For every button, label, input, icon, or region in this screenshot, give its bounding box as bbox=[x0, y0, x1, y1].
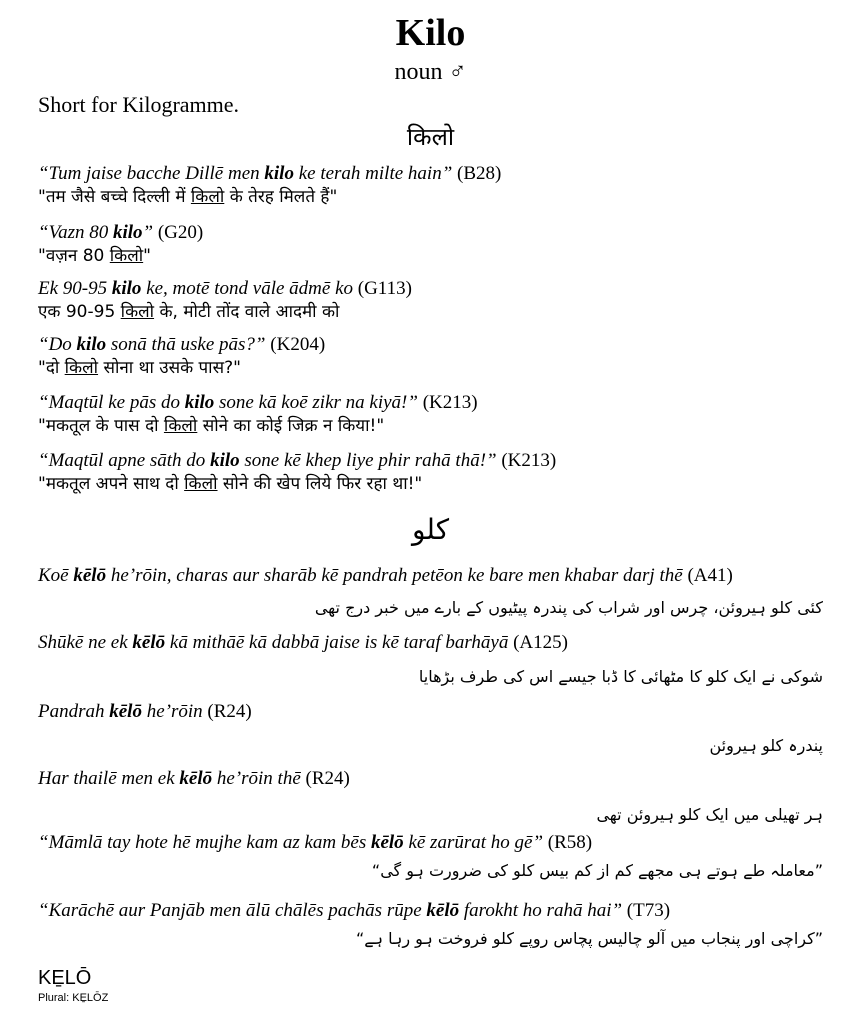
example-devanagari bbox=[38, 245, 151, 267]
example-transliteration bbox=[38, 831, 592, 854]
transliteration-text: “Tum jaise bacche Dillē men bbox=[38, 163, 265, 184]
example-devanagari bbox=[38, 473, 422, 495]
keyword: kēlō bbox=[109, 701, 142, 722]
example-transliteration bbox=[38, 564, 733, 587]
transliteration-text: “Maqtūl ke pās do bbox=[38, 392, 185, 413]
source-reference: (B28) bbox=[452, 163, 502, 184]
example-transliteration bbox=[38, 700, 252, 723]
source-reference: (R24) bbox=[300, 768, 350, 789]
devanagari-text: " bbox=[143, 246, 151, 266]
transliteration-text: Pandrah bbox=[38, 701, 110, 722]
source-reference: (K213) bbox=[496, 450, 557, 471]
example-urdu bbox=[596, 803, 823, 827]
transliteration-text: “Māmlā tay hote hē mujhe kam az kam bēs bbox=[38, 832, 371, 853]
source-reference: (G20) bbox=[153, 222, 204, 243]
definition: Short for Kilogramme. bbox=[38, 92, 240, 117]
devanagari-text: एक 90-95 bbox=[38, 302, 121, 322]
source-reference: (R58) bbox=[543, 832, 593, 853]
example-transliteration bbox=[38, 631, 568, 654]
keyword: kēlō bbox=[73, 565, 107, 586]
transliteration-text: ke, motē tond vāle ādmē ko bbox=[141, 278, 353, 299]
keyword: kilo bbox=[76, 334, 107, 355]
devanagari-text: "दो bbox=[38, 358, 65, 378]
urdu-text: کئی کلو ہیروئن، چرس اور شراب کی پندرہ پیٹیوں کے بارے میں خبر درج تھی bbox=[314, 598, 823, 617]
transliteration-text: sone kā koē zikr na kiyā!” bbox=[214, 392, 418, 413]
example-transliteration bbox=[38, 162, 501, 185]
source-reference: (R24) bbox=[202, 701, 252, 722]
headword-transliteration: KE̱LŌ bbox=[38, 967, 92, 989]
keyword: kēlō bbox=[179, 768, 213, 789]
example-transliteration bbox=[38, 221, 203, 244]
example-transliteration bbox=[38, 391, 478, 414]
example-devanagari bbox=[38, 186, 337, 208]
transliteration-text: sonā thā uske pās?” bbox=[106, 334, 266, 355]
transliteration-text: ” bbox=[142, 222, 154, 243]
source-reference: (K213) bbox=[417, 392, 478, 413]
transliteration-text: ke terah milte hain” bbox=[293, 163, 453, 184]
transliteration-text: “Do bbox=[38, 334, 77, 355]
keyword-devanagari: किलो bbox=[64, 358, 99, 378]
example-urdu bbox=[709, 734, 823, 758]
transliteration-text: Har thailē men ek bbox=[38, 768, 180, 789]
example-devanagari bbox=[38, 301, 339, 323]
keyword: kilo bbox=[111, 278, 142, 299]
keyword: kēlō bbox=[370, 832, 404, 853]
urdu-text: ہر تھیلی میں ایک کلو ہیروئن تھی bbox=[596, 805, 823, 824]
transliteration-text: farokht ho rahā hai” bbox=[459, 900, 623, 921]
transliteration-text: Ek 90-95 bbox=[38, 278, 112, 299]
transliteration-text: he’rōin bbox=[141, 701, 203, 722]
keyword: kēlō bbox=[426, 900, 460, 921]
example-transliteration bbox=[38, 899, 670, 922]
example-transliteration bbox=[38, 333, 325, 356]
urdu-text: ”معاملہ طے ہوتے ہی مجھے کم از کم بیس کلو کی ضرورت ہو گی“ bbox=[371, 861, 823, 880]
transliteration-text: kē zarūrat ho gē” bbox=[403, 832, 544, 853]
transliteration-text: he’rōin thē bbox=[212, 768, 301, 789]
part-of-speech: noun ♂ bbox=[394, 59, 467, 85]
transliteration-text: kā mithāē kā dabbā jaise is kē taraf barhāyā bbox=[165, 632, 509, 653]
source-reference: (G113) bbox=[353, 278, 412, 299]
keyword: kilo bbox=[264, 163, 294, 184]
example-transliteration bbox=[38, 277, 412, 300]
entry-title: Kilo bbox=[395, 12, 466, 54]
keyword-devanagari: किलो bbox=[190, 187, 225, 207]
keyword-devanagari: किलो bbox=[163, 416, 198, 436]
keyword-devanagari: किलो bbox=[184, 474, 218, 494]
urdu-text: پندرہ کلو ہیروئن bbox=[709, 736, 823, 755]
transliteration-text: “Maqtūl apne sāth do bbox=[38, 450, 211, 471]
example-devanagari bbox=[38, 357, 241, 379]
transliteration-text: Shūkē ne ek bbox=[38, 632, 133, 653]
devanagari-text: "मकतूल अपने साथ दो bbox=[38, 474, 185, 494]
source-reference: (A41) bbox=[682, 565, 733, 586]
devanagari-text: सोना था उसके पास?" bbox=[98, 358, 241, 378]
devanagari-text: "तम जैसे बच्चे दिल्ली में bbox=[38, 187, 191, 207]
devanagari-text: सोने का कोई जिक्र न किया!" bbox=[197, 416, 385, 436]
devanagari-text: के, मोटी तोंद वाले आदमी को bbox=[154, 302, 340, 322]
urdu-heading: کلو bbox=[411, 513, 450, 546]
plural-form: Plural: KE̱LŌZ bbox=[38, 992, 109, 1004]
keyword: kilo bbox=[210, 450, 240, 471]
devanagari-text: "वज़न 80 bbox=[38, 246, 110, 266]
transliteration-text: sone kē khep liye phir rahā thā!” bbox=[239, 450, 497, 471]
keyword-devanagari: किलो bbox=[120, 302, 155, 322]
source-reference: (K204) bbox=[265, 334, 326, 355]
source-reference: (T73) bbox=[622, 900, 671, 921]
keyword: kēlō bbox=[132, 632, 166, 653]
urdu-text: ”کراچی اور پنجاب میں آلو چالیس پچاس روپے کلو فروخت ہو رہا ہے“ bbox=[355, 929, 823, 948]
example-urdu bbox=[372, 859, 823, 883]
devanagari-text: "मकतूल के पास दो bbox=[38, 416, 164, 436]
example-devanagari bbox=[38, 415, 384, 437]
devanagari-text: सोने की खेप लिये फिर रहा था!" bbox=[217, 474, 423, 494]
example-urdu bbox=[356, 927, 823, 951]
source-reference: (A125) bbox=[508, 632, 568, 653]
transliteration-text: Koē bbox=[38, 565, 74, 586]
transliteration-text: he’rōin, charas aur sharāb kē pandrah petēon ke bare men khabar darj thē bbox=[106, 565, 683, 586]
keyword-devanagari: किलो bbox=[109, 246, 144, 266]
transliteration-text: “Karāchē aur Panjāb men ālū chālēs pachās rūpe bbox=[38, 900, 427, 921]
example-transliteration bbox=[38, 449, 556, 472]
devanagari-text: के तेरह मिलते हैं" bbox=[224, 187, 338, 207]
example-transliteration bbox=[38, 767, 350, 790]
keyword: kilo bbox=[112, 222, 143, 243]
keyword: kilo bbox=[184, 392, 215, 413]
transliteration-text: “Vazn 80 bbox=[38, 222, 113, 243]
hindi-heading: किलो bbox=[406, 123, 455, 151]
example-urdu bbox=[419, 665, 823, 689]
example-urdu bbox=[315, 596, 823, 620]
urdu-text: شوکی نے ایک کلو کا مٹھائی کا ڈبا جیسے اس کی طرف بڑھایا bbox=[418, 667, 823, 686]
